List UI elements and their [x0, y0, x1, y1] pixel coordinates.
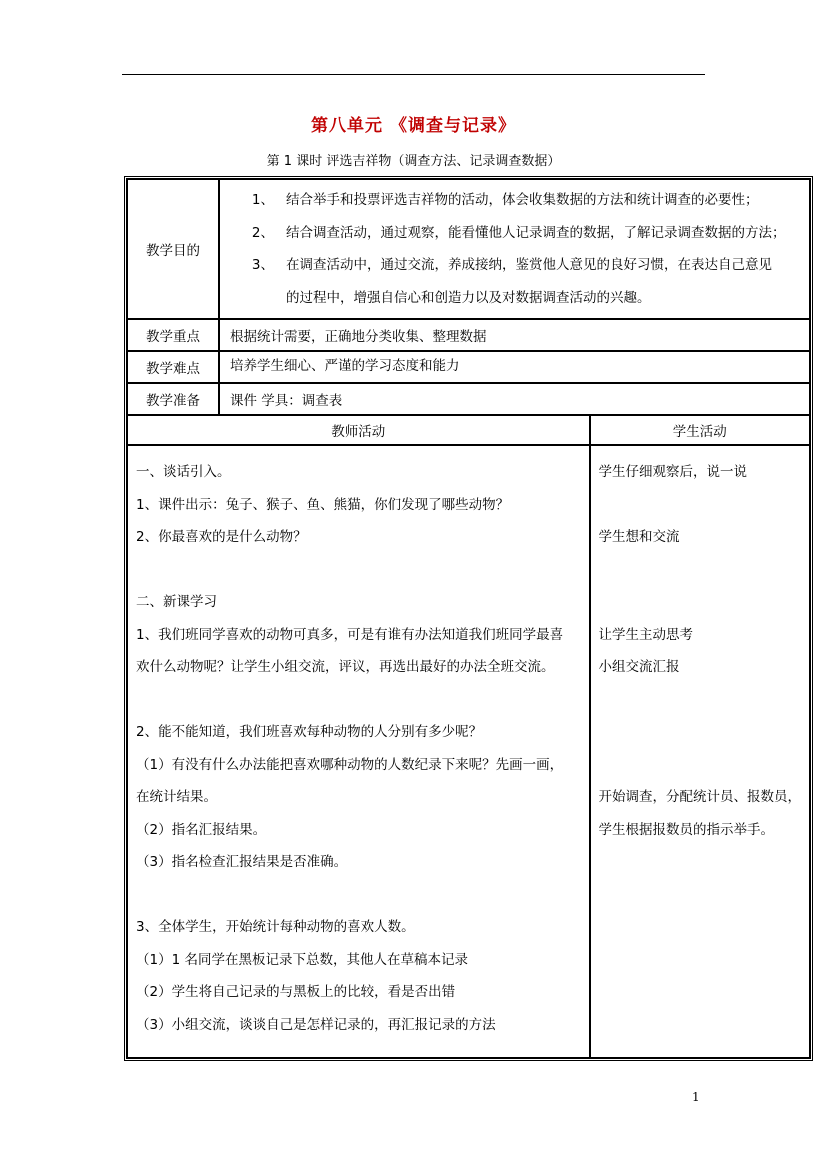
blank-line — [599, 749, 802, 782]
teacher-activity-line: 3、全体学生，开始统计每种动物的喜欢人数。 — [136, 919, 415, 935]
blank-line — [599, 586, 802, 619]
goal-item: 3、 在调查活动中，通过交流，养成接纳，鉴赏他人意见的良好习惯，在表达自己意见 — [251, 257, 772, 273]
key-point-label: 教学重点 — [127, 319, 219, 351]
blank-line — [599, 684, 802, 717]
teacher-activity-line: （1）1 名同学在黑板记录下总数，其他人在草稿本记录 — [136, 951, 468, 968]
key-point-text: 根据统计需要，正确地分类收集、整理数据 — [219, 319, 810, 351]
blank-line — [599, 489, 802, 522]
goal-item: 1、 结合举手和投票评选吉祥物的活动，体会收集数据的方法和统计调查的必要性； — [251, 192, 759, 208]
blank-line — [136, 684, 581, 717]
goals-cell — [219, 179, 810, 319]
preparation-text: 课件 学具：调查表 — [219, 383, 810, 415]
lesson-plan-table — [124, 176, 813, 1061]
student-activity-line: 小组交流汇报 — [598, 659, 680, 675]
teacher-activity-line: 1、我们班同学喜欢的动物可真多，可是有谁有办法知道我们班同学最喜 — [136, 626, 564, 643]
difficulty-row — [127, 351, 810, 383]
teacher-activity-line: 欢什么动物呢？让学生小组交流，评议，再选出最好的办法全班交流。 — [136, 659, 555, 675]
student-activity-line: 学生想和交流 — [598, 529, 680, 545]
student-activity-cell — [590, 445, 811, 1058]
teacher-activity-header: 教师活动 — [127, 415, 590, 445]
teacher-activity-line: 一、谈话引入。 — [136, 464, 231, 480]
difficulty-label: 教学难点 — [127, 351, 219, 383]
student-activity-line: 让学生主动思考 — [598, 626, 693, 643]
student-activity-line: 学生根据报数员的指示举手。 — [598, 821, 774, 838]
preparation-label: 教学准备 — [127, 383, 219, 415]
blank-line — [136, 879, 581, 912]
blank-line — [136, 554, 581, 587]
teacher-activity-line: （3）小组交流，谈谈自己是怎样记录的，再汇报记录的方法 — [136, 1016, 496, 1033]
teacher-activity-line: （3）指名检查汇报结果是否准确。 — [136, 854, 348, 870]
teacher-activity-line: （1）有没有什么办法能把喜欢哪种动物的人数纪录下来呢？先画一画， — [136, 756, 564, 773]
activity-header-row — [127, 415, 810, 445]
difficulty-text: 培养学生细心、严谨的学习态度和能力 — [219, 351, 810, 383]
page-number: 1 — [692, 1090, 700, 1104]
student-activity-header: 学生活动 — [590, 415, 811, 445]
goal-item-continuation: 的过程中，增强自信心和创造力以及对数据调查活动的兴趣。 — [286, 289, 651, 306]
blank-line — [599, 554, 802, 587]
student-activity-line: 开始调查，分配统计员、报数员， — [598, 789, 801, 805]
preparation-row — [127, 383, 810, 415]
activity-content-row — [127, 445, 810, 1058]
teacher-activity-line: 1、课件出示：兔子、猴子、鱼、熊猫，你们发现了哪些动物？ — [136, 496, 510, 513]
teacher-activity-line: （2）指名汇报结果。 — [136, 821, 267, 838]
teacher-activity-cell — [127, 445, 590, 1058]
teacher-activity-line: 2、你最喜欢的是什么动物？ — [136, 529, 307, 545]
goals-row — [127, 179, 810, 319]
lesson-subtitle: 第 1 课时 评选吉祥物（调查方法、记录调查数据） — [266, 154, 561, 169]
teacher-activity-line: 二、新课学习 — [136, 594, 217, 610]
key-point-row — [127, 319, 810, 351]
page-title: 第八单元 《调查与记录》 — [311, 116, 516, 136]
teacher-activity-line: 在统计结果。 — [136, 789, 217, 805]
teacher-activity-line: 2、能不能知道，我们班喜欢每种动物的人分别有多少呢？ — [136, 724, 483, 740]
top-rule — [122, 74, 705, 75]
teacher-activity-line: （2）学生将自己记录的与黑板上的比较，看是否出错 — [136, 984, 456, 1000]
student-activity-line: 学生仔细观察后，说一说 — [598, 464, 747, 480]
goal-item: 2、 结合调查活动，通过观察，能看懂他人记录调查的数据，了解记录调查数据的方法； — [251, 224, 786, 241]
blank-line — [599, 716, 802, 749]
goals-label: 教学目的 — [127, 179, 219, 319]
